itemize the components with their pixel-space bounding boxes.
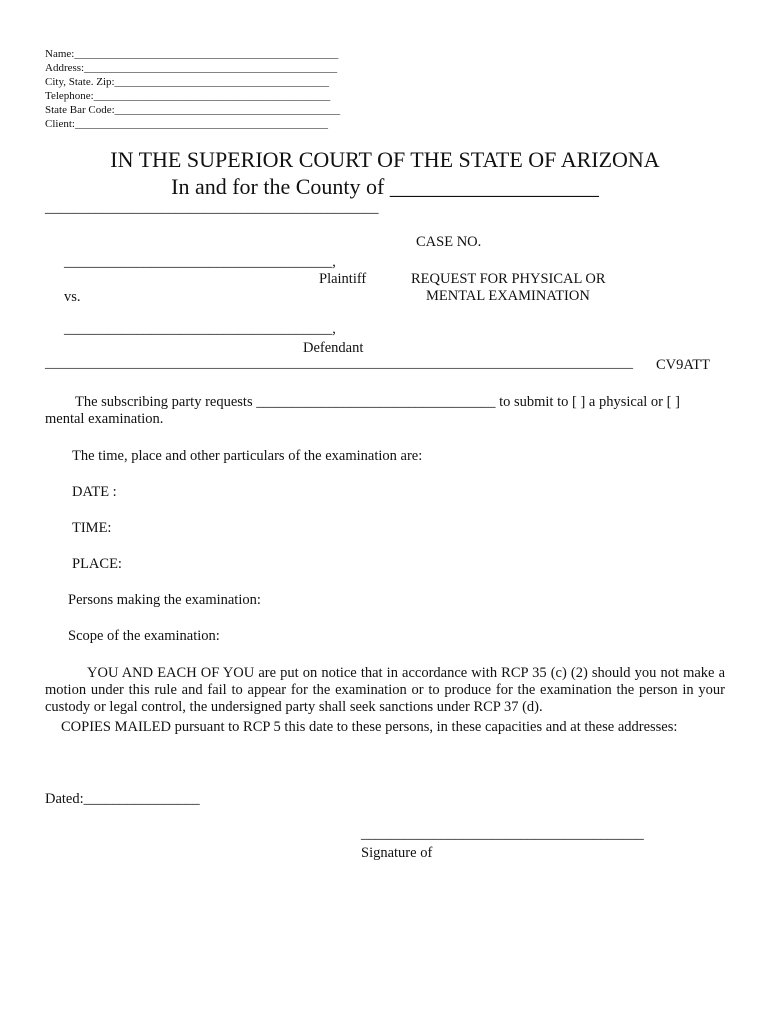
- defendant-line: _____________________________________,: [64, 321, 336, 337]
- caption-top-rule: ______________________________________________: [45, 200, 379, 216]
- versus-label: vs.: [64, 289, 81, 305]
- document-title-line1: REQUEST FOR PHYSICAL OR: [411, 271, 606, 287]
- plaintiff-line: _____________________________________,: [64, 254, 336, 270]
- plaintiff-label: Plaintiff: [319, 271, 367, 287]
- request-continuation: mental examination.: [45, 411, 164, 427]
- dated-line: Dated:________________: [45, 791, 200, 807]
- scope-label: Scope of the examination:: [68, 628, 220, 644]
- county-line: In and for the County of ___________________: [171, 174, 599, 199]
- persons-label: Persons making the examination:: [68, 592, 261, 608]
- form-rule: ____________________________________________________________________________________: [45, 356, 633, 371]
- signature-label: Signature of: [361, 845, 433, 861]
- header-bar-code-line: State Bar Code:_________________________________________: [45, 104, 341, 116]
- form-code: CV9ATT: [656, 357, 710, 373]
- header-address-line: Address:______________________________________________: [45, 62, 338, 74]
- header-city-line: City, State. Zip:_______________________________________: [45, 76, 330, 88]
- court-title: IN THE SUPERIOR COURT OF THE STATE OF ARIZONA: [110, 147, 660, 172]
- signature-line: _______________________________________: [361, 826, 644, 842]
- defendant-label: Defendant: [303, 340, 364, 356]
- header-telephone-line: Telephone:___________________________________________: [45, 90, 331, 102]
- case-number-label: CASE NO.: [416, 234, 482, 250]
- time-label: TIME:: [72, 520, 112, 536]
- notice-paragraph: YOU AND EACH OF YOU are put on notice that in accordance with RCP 35 (c) (2) should you not make a motion under this rule and fail to appear for the examination or to produce for the examination the person in your custody or legal control, the undersigned party shall seek sanctions under RCP 37 (d).: [45, 665, 725, 715]
- place-label: PLACE:: [72, 556, 122, 572]
- header-name-line: Name:________________________________________________: [45, 48, 339, 60]
- document-title-line2: MENTAL EXAMINATION: [426, 288, 590, 304]
- particulars-line: The time, place and other particulars of the examination are:: [72, 448, 423, 464]
- copies-mailed-line: COPIES MAILED pursuant to RCP 5 this date to these persons, in these capacities and at these addresses:: [61, 719, 678, 735]
- header-client-line: Client:______________________________________________: [45, 118, 328, 130]
- date-label: DATE :: [72, 484, 117, 500]
- request-line: The subscribing party requests _________________________________ to submit to [ ] a physical or [ ]: [75, 394, 680, 410]
